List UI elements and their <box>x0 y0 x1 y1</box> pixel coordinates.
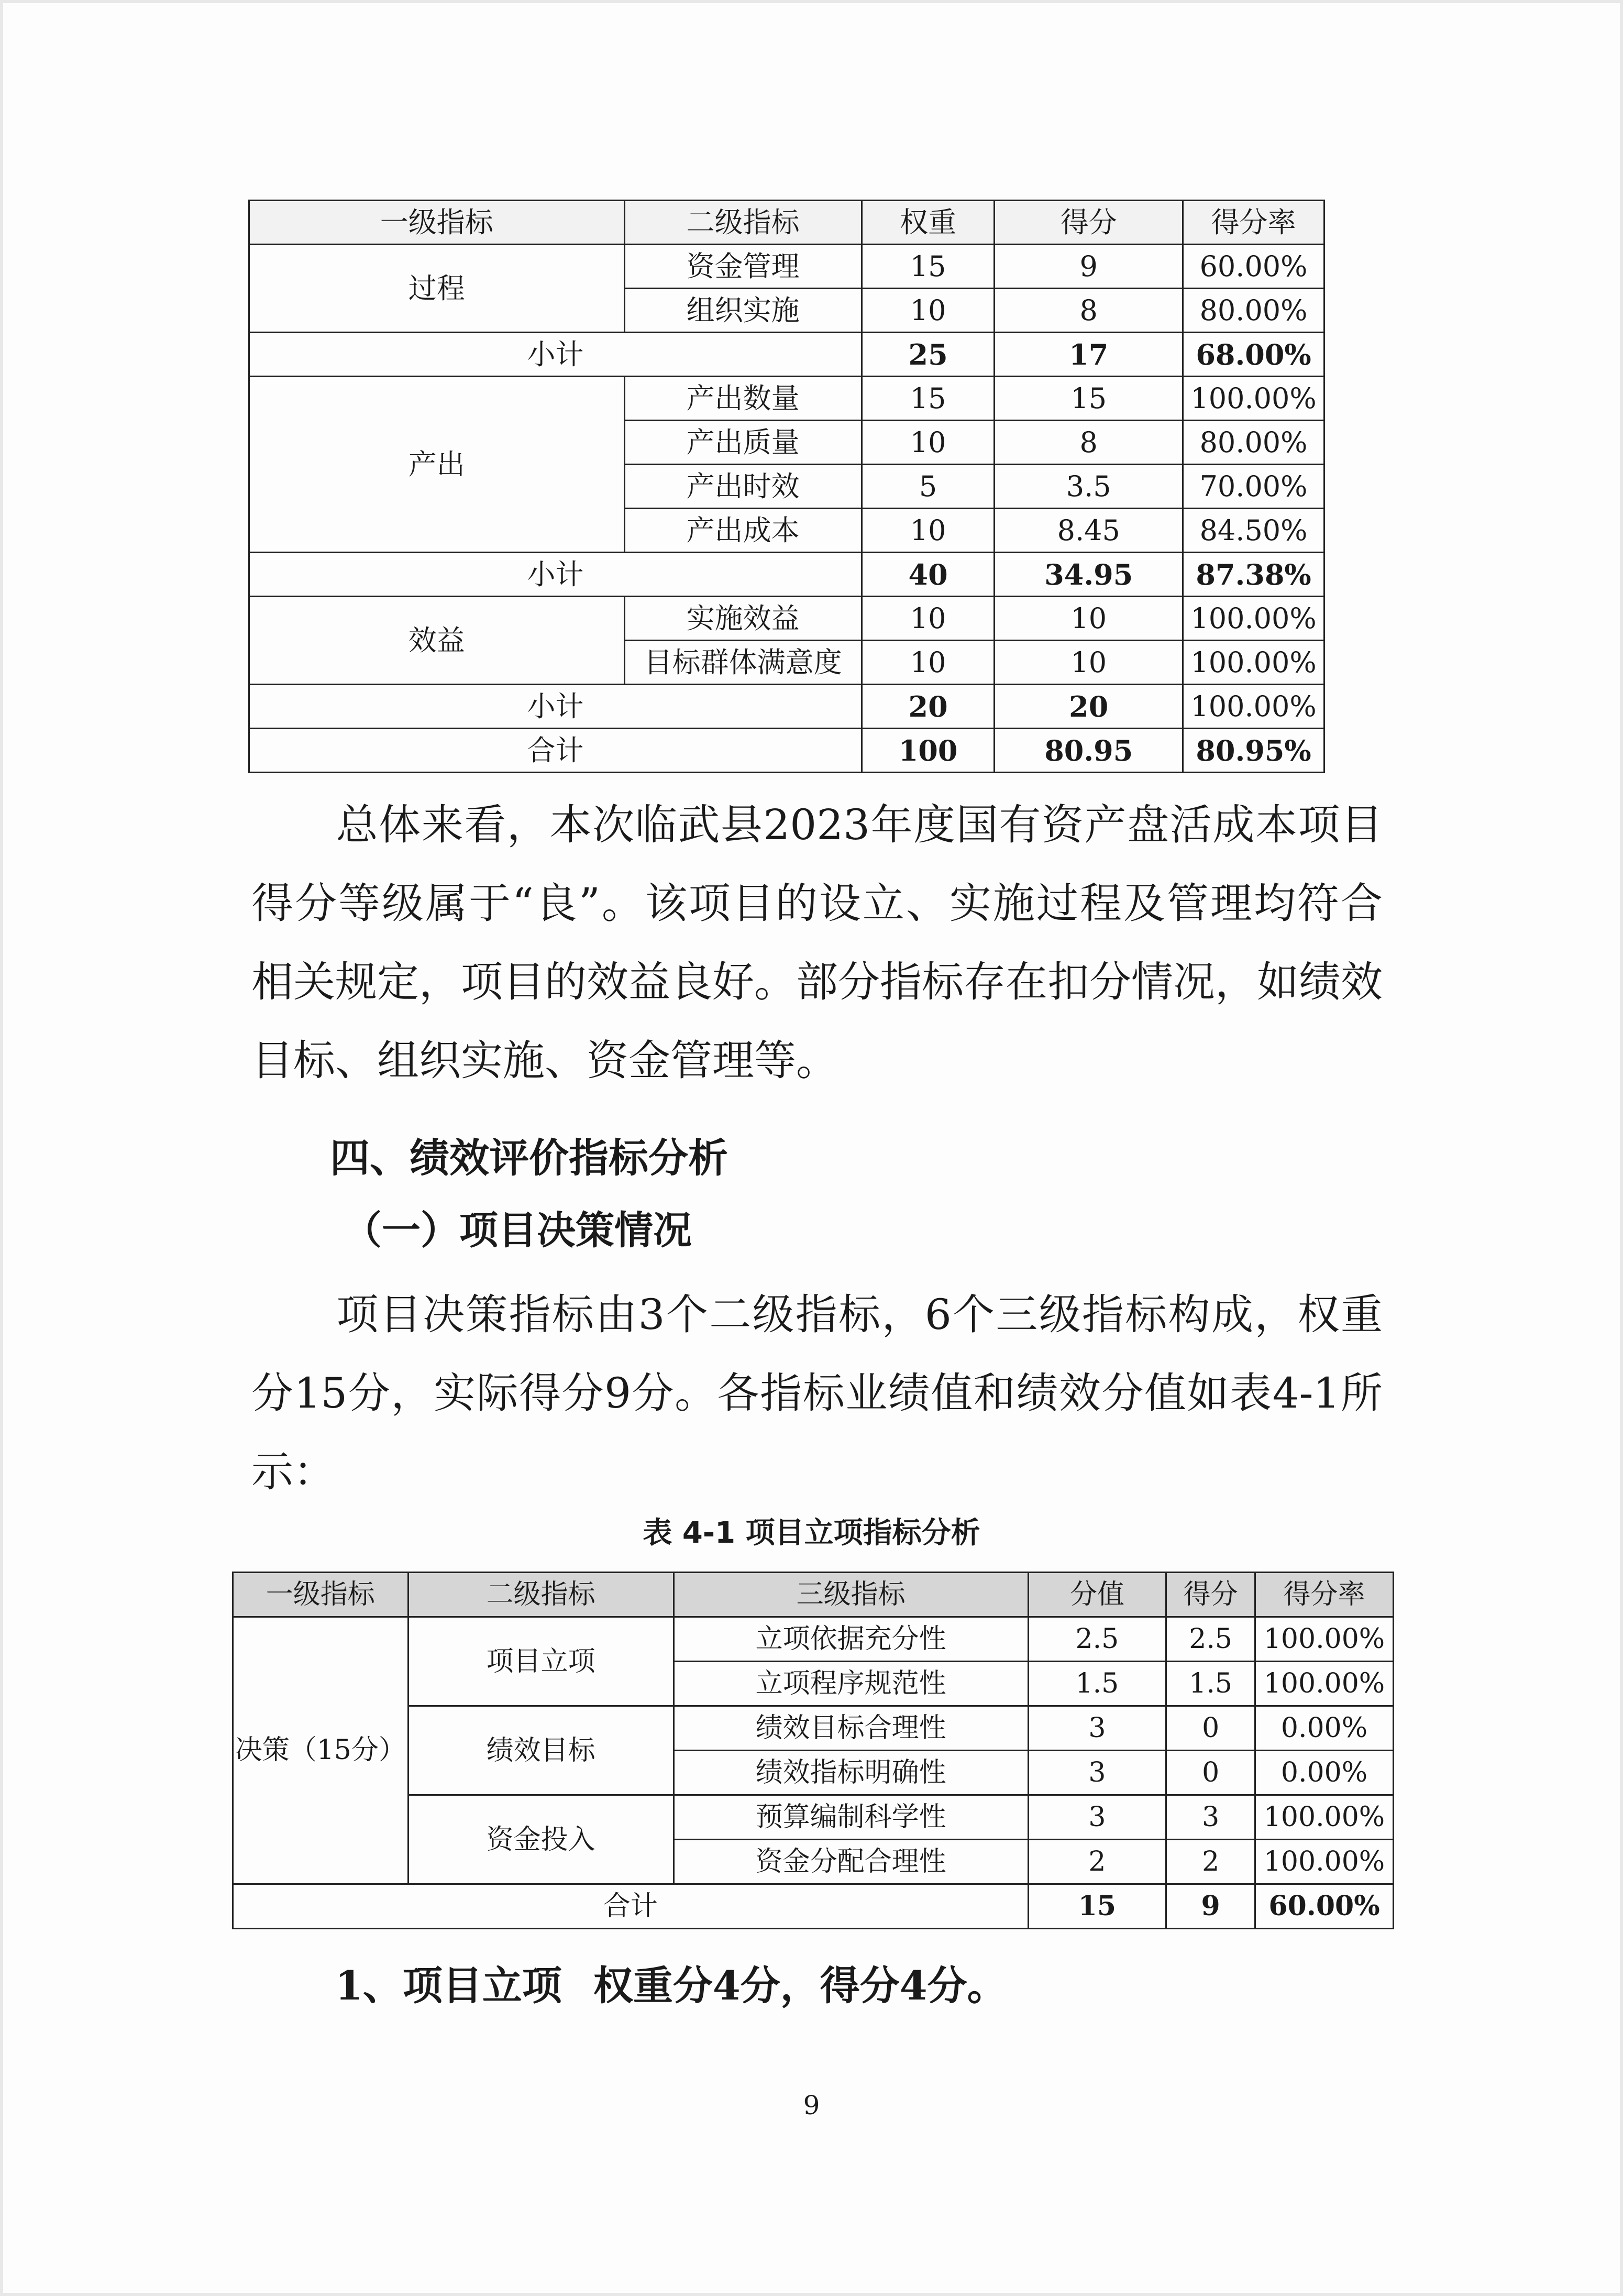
header-cell: 一级指标 <box>233 1573 408 1617</box>
weight-cell: 10 <box>862 641 995 685</box>
score-cell: 80.95 <box>995 729 1183 773</box>
section-heading: 四、绩效评价指标分析 <box>330 1135 728 1181</box>
level2-cell: 资金投入 <box>408 1795 674 1884</box>
weight-cell: 10 <box>862 597 995 641</box>
score-cell: 1.5 <box>1166 1662 1255 1706</box>
score-cell: 9 <box>1166 1884 1255 1929</box>
rate-cell: 80.95% <box>1183 729 1324 773</box>
score-cell: 17 <box>995 333 1183 377</box>
rate-cell: 84.50% <box>1183 509 1324 553</box>
weight-cell: 15 <box>862 377 995 421</box>
score-cell: 34.95 <box>995 553 1183 597</box>
decision-indicator-table <box>232 1572 1394 1929</box>
header-cell: 得分率 <box>1255 1573 1394 1617</box>
level2-cell: 资金管理 <box>624 245 862 289</box>
level1-cell: 过程 <box>249 245 625 333</box>
weight-cell: 100 <box>862 729 995 773</box>
summary-paragraph <box>251 786 1383 1100</box>
header-cell: 三级指标 <box>674 1573 1028 1617</box>
score-cell: 9 <box>995 245 1183 289</box>
level1-cell: 产出 <box>249 377 625 553</box>
rate-cell: 60.00% <box>1183 245 1324 289</box>
header-cell: 二级指标 <box>624 201 862 245</box>
level1-cell: 效益 <box>249 597 625 685</box>
rate-cell: 0.00% <box>1255 1751 1394 1795</box>
level2-cell: 目标群体满意度 <box>624 641 862 685</box>
score-summary-table <box>248 200 1325 773</box>
level1-cell: 决策（15分） <box>233 1617 408 1884</box>
total-row <box>249 729 1324 773</box>
subtotal-label: 小计 <box>249 333 862 377</box>
score-cell: 8 <box>995 421 1183 465</box>
decision-text: 项目决策指标由3个二级指标，6个三级指标构成，权重分15分，实际得分9分。各指标业绩值和绩效分值如表4-1所示： <box>251 1290 1383 1496</box>
weight-cell: 10 <box>862 289 995 333</box>
subtotal-row <box>249 333 1324 377</box>
value-cell: 3 <box>1028 1751 1166 1795</box>
value-cell: 2.5 <box>1028 1617 1166 1662</box>
level2-cell: 产出质量 <box>624 421 862 465</box>
level2-cell: 实施效益 <box>624 597 862 641</box>
level3-cell: 立项依据充分性 <box>674 1617 1028 1662</box>
level3-cell: 预算编制科学性 <box>674 1795 1028 1840</box>
table-row <box>249 377 1324 421</box>
item-heading <box>335 1954 1007 2011</box>
level2-cell: 组织实施 <box>624 289 862 333</box>
table-header-row <box>249 201 1324 245</box>
weight-cell: 5 <box>862 465 995 509</box>
value-cell: 3 <box>1028 1706 1166 1751</box>
weight-cell: 40 <box>862 553 995 597</box>
score-cell: 0 <box>1166 1751 1255 1795</box>
level3-cell: 立项程序规范性 <box>674 1662 1028 1706</box>
level2-cell: 产出时效 <box>624 465 862 509</box>
subtotal-row <box>249 685 1324 729</box>
total-label: 合计 <box>249 729 862 773</box>
rate-cell: 60.00% <box>1255 1884 1394 1929</box>
score-cell: 10 <box>995 641 1183 685</box>
rate-cell: 100.00% <box>1183 377 1324 421</box>
table-row <box>249 597 1324 641</box>
score-cell: 2 <box>1166 1840 1255 1884</box>
item-title: 1、项目立项 <box>335 1962 562 2009</box>
header-cell: 得分 <box>1166 1573 1255 1617</box>
page-number: 9 <box>803 2090 820 2121</box>
header-cell: 得分率 <box>1183 201 1324 245</box>
subtotal-label: 小计 <box>249 553 862 597</box>
rate-cell: 0.00% <box>1255 1706 1394 1751</box>
level2-cell: 绩效目标 <box>408 1706 674 1795</box>
table-caption: 表 4-1 项目立项指标分析 <box>643 1516 980 1550</box>
weight-cell: 10 <box>862 509 995 553</box>
score-cell: 8 <box>995 289 1183 333</box>
score-cell: 0 <box>1166 1706 1255 1751</box>
table-row <box>233 1617 1394 1662</box>
total-label: 合计 <box>233 1884 1029 1929</box>
score-cell: 3.5 <box>995 465 1183 509</box>
item-detail: 权重分4分，得分4分。 <box>593 1962 1007 2009</box>
header-cell: 分值 <box>1028 1573 1166 1617</box>
score-cell: 10 <box>995 597 1183 641</box>
rate-cell: 100.00% <box>1255 1795 1394 1840</box>
score-cell: 15 <box>995 377 1183 421</box>
rate-cell: 100.00% <box>1255 1662 1394 1706</box>
rate-cell: 68.00% <box>1183 333 1324 377</box>
header-cell: 一级指标 <box>249 201 625 245</box>
level3-cell: 资金分配合理性 <box>674 1840 1028 1884</box>
header-cell: 二级指标 <box>408 1573 674 1617</box>
score-cell: 3 <box>1166 1795 1255 1840</box>
value-cell: 15 <box>1028 1884 1166 1929</box>
rate-cell: 100.00% <box>1255 1617 1394 1662</box>
subtotal-row <box>249 553 1324 597</box>
table-header-row <box>233 1573 1394 1617</box>
rate-cell: 100.00% <box>1183 685 1324 729</box>
header-cell: 得分 <box>995 201 1183 245</box>
level2-cell: 产出成本 <box>624 509 862 553</box>
level2-cell: 产出数量 <box>624 377 862 421</box>
rate-cell: 87.38% <box>1183 553 1324 597</box>
header-cell: 权重 <box>862 201 995 245</box>
weight-cell: 25 <box>862 333 995 377</box>
weight-cell: 15 <box>862 245 995 289</box>
score-cell: 2.5 <box>1166 1617 1255 1662</box>
score-cell: 20 <box>995 685 1183 729</box>
value-cell: 3 <box>1028 1795 1166 1840</box>
weight-cell: 20 <box>862 685 995 729</box>
rate-cell: 100.00% <box>1183 597 1324 641</box>
value-cell: 2 <box>1028 1840 1166 1884</box>
total-row <box>233 1884 1394 1929</box>
score-cell: 8.45 <box>995 509 1183 553</box>
rate-cell: 70.00% <box>1183 465 1324 509</box>
rate-cell: 80.00% <box>1183 421 1324 465</box>
summary-text: 总体来看，本次临武县2023年度国有资产盘活成本项目得分等级属于“良”。该项目的设立、实施过程及管理均符合相关规定，项目的效益良好。部分指标存在扣分情况，如绩效目标、组织实施、资金管理等。 <box>251 800 1383 1085</box>
decision-paragraph <box>251 1276 1383 1511</box>
subtotal-label: 小计 <box>249 685 862 729</box>
level2-cell: 项目立项 <box>408 1617 674 1706</box>
weight-cell: 10 <box>862 421 995 465</box>
rate-cell: 100.00% <box>1183 641 1324 685</box>
subsection-heading: （一）项目决策情况 <box>343 1208 692 1253</box>
level3-cell: 绩效指标明确性 <box>674 1751 1028 1795</box>
table-row <box>249 245 1324 289</box>
level3-cell: 绩效目标合理性 <box>674 1706 1028 1751</box>
rate-cell: 100.00% <box>1255 1840 1394 1884</box>
rate-cell: 80.00% <box>1183 289 1324 333</box>
value-cell: 1.5 <box>1028 1662 1166 1706</box>
